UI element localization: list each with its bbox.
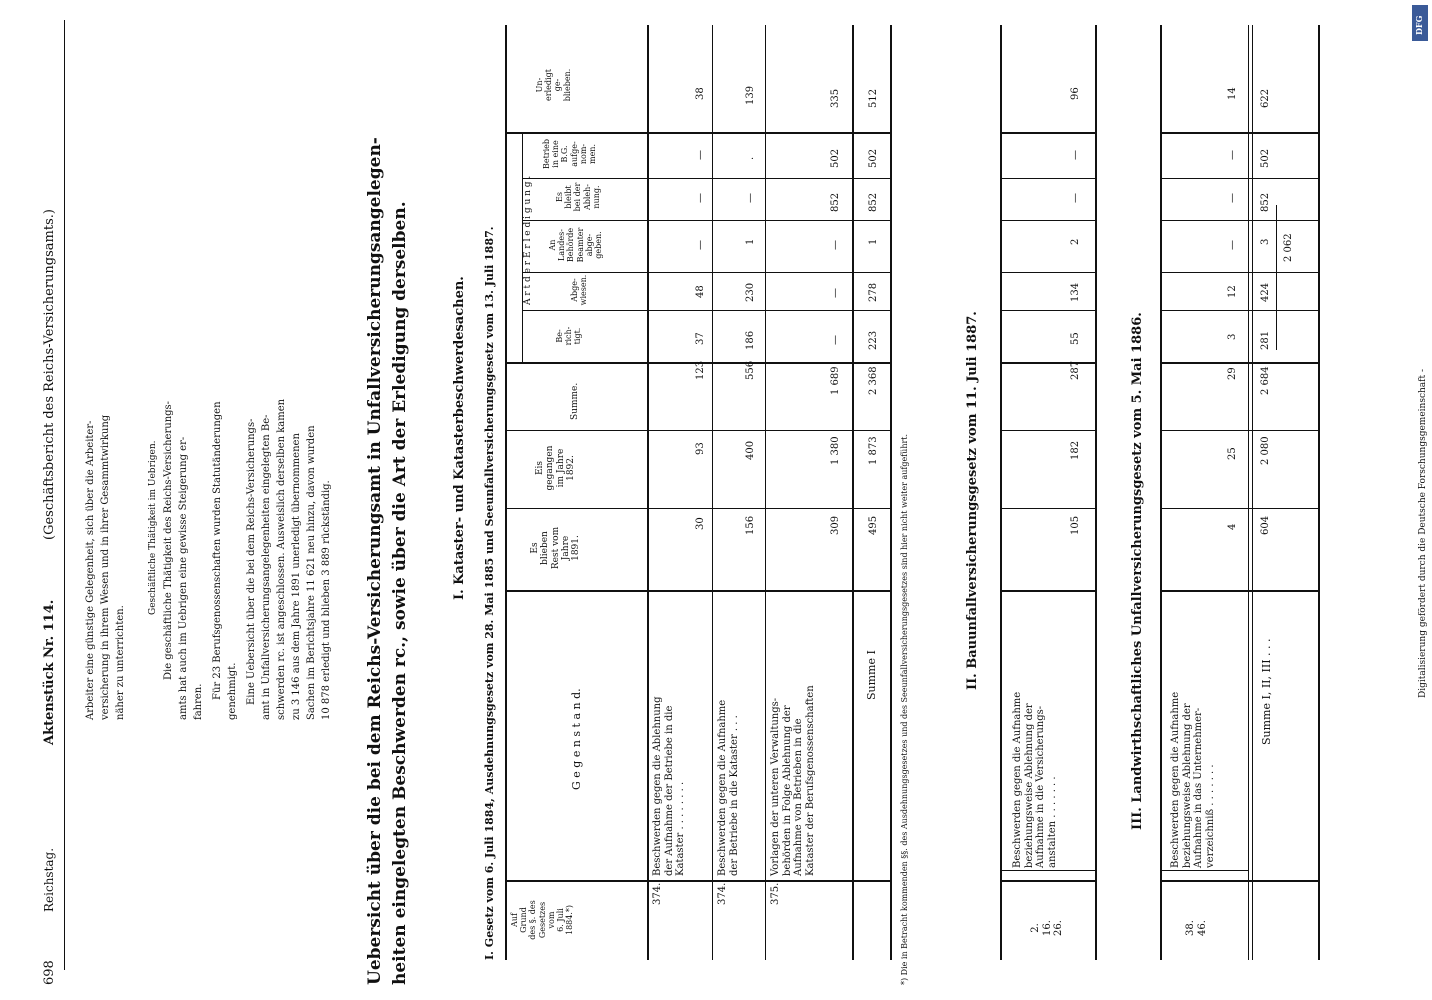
dfg-logo: DFG <box>1412 5 1428 41</box>
header-rule <box>64 20 65 970</box>
col-header-grund: Auf Grund des §. des Gesetzes vom 6. Juli 1884.*) <box>510 900 575 940</box>
sub-heading: Geschäftliche Thätigkeit im Uebrigen. <box>148 440 158 615</box>
section2-title: II. Bauunfallversicherungsgesetz vom 11. Juli 1887. <box>965 311 980 690</box>
col-header-unerledigt: Un- erledigt ge- blieben. <box>535 68 572 102</box>
running-head-right: (Geschäftsbericht des Reichs-Versicherungsamts.) <box>42 209 57 540</box>
col-header-landesbehoerde: An Landes- Behörde Beamter abge- geben. <box>548 227 603 263</box>
running-head-left: Reichstag. <box>42 847 56 912</box>
col-header-abgewiesen: Abge- wiesen. <box>570 274 589 306</box>
footnote: *) Die in Betracht kommenden §§. des Ausdehnungsgesetzes und des Seeunfallversicherungsgesetzes sind hier nicht weiter aufgeführt. <box>900 433 909 985</box>
col-header-eingegangen: Eis gegangen im Jahre 1892. <box>535 445 577 491</box>
document-number: Aktenstück Nr. 114. <box>42 599 57 745</box>
col-header-bleibt: Es bleibt bei der Ableh- nung. <box>555 182 601 212</box>
section3-title: III. Landwirthschaftliches Unfallversicherungsgesetz vom 5. Mai 1886. <box>1130 312 1145 830</box>
section1-law: I. Gesetz vom 6. Juli 1884, Ausdehnungsgesetz vom 28. Mai 1885 und Seeunfallversicherungsgesetz vom 13. Juli 1887. <box>483 226 496 960</box>
col-header-betrieb: Betrieb in eine B.G. aufge- nom- men. <box>542 138 597 170</box>
digitization-credit: Digitalisierung gefördert durch die Deutsche Forschungsgemeinschaft - <box>1418 369 1428 698</box>
section1-title: I. Kataster- und Katasterbeschwerdesachen. <box>452 276 467 600</box>
col-header-art: A r t d e r E r l e d i g u n g . <box>523 175 533 305</box>
page-number: 698 <box>42 960 57 985</box>
col-header-rest: Es blieben Rest vom Jahre 1891. <box>530 526 582 570</box>
col-header-gegenstand: G e g e n s t a n d. <box>570 688 583 790</box>
col-header-summe: Summe. <box>570 382 580 420</box>
col-header-berichtigt: Be- rich- tigt. <box>555 326 583 346</box>
